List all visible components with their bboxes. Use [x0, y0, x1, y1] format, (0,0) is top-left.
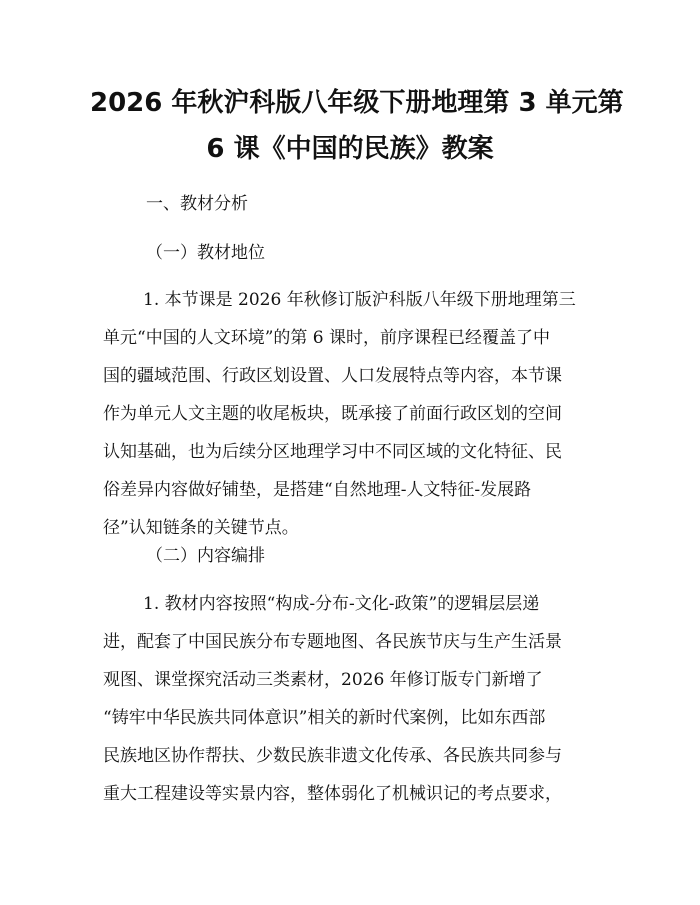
document-title-line-2: 6 课《中国的民族》教案	[206, 134, 494, 164]
paragraph-2-line: 进，配套了中国民族分布专题地图、各民族节庆与生产生活景	[103, 632, 562, 652]
paragraph-2-line: 1. 教材内容按照“构成-分布-文化-政策”的逻辑层层递	[143, 594, 540, 614]
paragraph-1-line: 俗差异内容做好铺垫，是搭建“自然地理-人文特征-发展路	[103, 480, 532, 500]
paragraph-1-line: 作为单元人文主题的收尾板块，既承接了前面行政区划的空间	[103, 404, 562, 424]
paragraph-2-line: 民族地区协作帮扶、少数民族非遗文化传承、各民族共同参与	[103, 746, 562, 766]
paragraph-1-line: 认知基础，也为后续分区地理学习中不同区域的文化特征、民	[103, 442, 562, 462]
paragraph-1-line: 径”认知链条的关键节点。	[103, 518, 299, 538]
paragraph-1-line: 单元“中国的人文环境”的第 6 课时，前序课程已经覆盖了中	[103, 328, 551, 348]
paragraph-2-line: 观图、课堂探究活动三类素材，2026 年修订版专门新增了	[103, 670, 543, 690]
paragraph-1-line: 1. 本节课是 2026 年秋修订版沪科版八年级下册地理第三	[143, 290, 576, 310]
section-heading: 一、教材分析	[146, 194, 248, 214]
paragraph-2-line: “铸牢中华民族共同体意识”相关的新时代案例，比如东西部	[103, 708, 546, 728]
subsection-heading-2: （二）内容编排	[146, 546, 265, 566]
paragraph-1-line: 国的疆域范围、行政区划设置、人口发展特点等内容，本节课	[103, 366, 562, 386]
paragraph-1	[103, 281, 623, 547]
paragraph-2	[103, 585, 623, 813]
document-title-line-1: 2026 年秋沪科版八年级下册地理第 3 单元第	[90, 88, 624, 118]
subsection-heading-1: （一）教材地位	[146, 243, 265, 263]
paragraph-2-line: 重大工程建设等实景内容，整体弱化了机械识记的考点要求，	[103, 784, 562, 804]
